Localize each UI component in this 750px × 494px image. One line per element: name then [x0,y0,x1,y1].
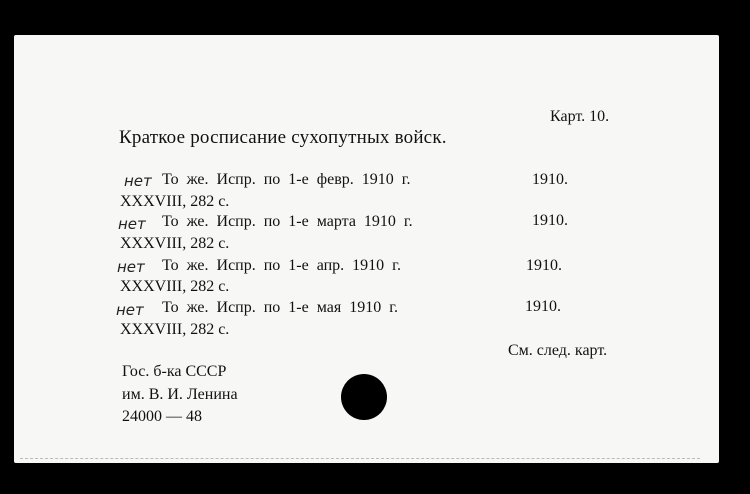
library-dedication: им. В. И. Ленина [122,386,238,403]
punch-hole [341,374,387,420]
library-name: Гос. б-ка СССР [122,363,227,380]
entry-text: То же. Испр. по 1-е мая 1910 г. [162,299,398,316]
entry-year: 1910. [525,298,561,315]
entry-year: 1910. [532,171,568,188]
entry-year: 1910. [532,212,568,229]
entry-ref: XXXVIII, 282 с. [120,278,230,295]
entry-ref: XXXVIII, 282 с. [120,235,230,252]
see-next-card: См. след. карт. [508,342,608,359]
entry-year: 1910. [526,257,562,274]
handwritten-mark: нет [116,301,144,319]
entry-text: То же. Испр. по 1-е апр. 1910 г. [162,257,401,274]
entry-ref: XXXVIII, 282 с. [120,193,230,210]
entry-text: То же. Испр. по 1-е марта 1910 г. [162,213,413,230]
handwritten-mark: нет [124,172,152,190]
card-title: Краткое росписание сухопутных войск. [119,127,447,148]
card-edge-line [20,458,700,459]
card-number: Карт. 10. [550,108,610,125]
handwritten-mark: нет [118,215,146,233]
handwritten-mark: нет [117,258,145,276]
entry-text: То же. Испр. по 1-е февр. 1910 г. [162,171,411,188]
print-run: 24000 — 48 [122,408,202,425]
entry-ref: XXXVIII, 282 с. [120,321,230,338]
